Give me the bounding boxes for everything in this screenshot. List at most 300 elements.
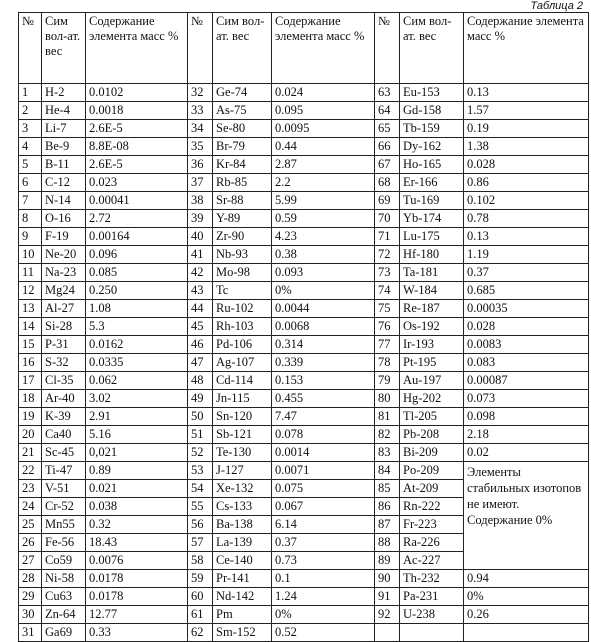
element-symbol-cell: Li-7 [42, 120, 86, 138]
element-content-cell: 0.13 [464, 228, 589, 246]
header-content: Содержание элемента масс % [464, 13, 589, 84]
element-symbol-cell: As-75 [213, 102, 272, 120]
element-content-cell: 0.028 [464, 318, 589, 336]
table-row [19, 264, 589, 282]
element-number-cell: 86 [375, 498, 400, 516]
element-number-cell: 70 [375, 210, 400, 228]
element-symbol-cell: Cl-35 [42, 372, 86, 390]
element-symbol-cell: Be-9 [42, 138, 86, 156]
element-symbol-cell: Au-197 [400, 372, 464, 390]
table-row [19, 624, 589, 642]
header-number: № [19, 13, 42, 84]
element-number-cell: 17 [19, 372, 42, 390]
element-content-cell: 1.19 [464, 246, 589, 264]
element-symbol-cell: Te-130 [213, 444, 272, 462]
element-symbol-cell: Jn-115 [213, 390, 272, 408]
element-content-cell: 0% [272, 282, 375, 300]
element-content-cell: 0.075 [272, 480, 375, 498]
element-number-cell: 75 [375, 300, 400, 318]
element-symbol-cell: Sb-121 [213, 426, 272, 444]
element-symbol-cell: Sm-152 [213, 624, 272, 642]
element-number-cell: 69 [375, 192, 400, 210]
header-symbol: Сим вол-ат. вес [213, 13, 272, 84]
element-content-cell: 0.314 [272, 336, 375, 354]
element-number-cell: 8 [19, 210, 42, 228]
element-number-cell: 83 [375, 444, 400, 462]
element-content-cell: 0.00087 [464, 372, 589, 390]
element-content-cell: 1.57 [464, 102, 589, 120]
element-content-cell: 0.685 [464, 282, 589, 300]
element-number-cell: 50 [188, 408, 213, 426]
element-symbol-cell: Se-80 [213, 120, 272, 138]
element-content-cell: 5.3 [86, 318, 188, 336]
element-symbol-cell: Ta-181 [400, 264, 464, 282]
element-content-cell: 0.0044 [272, 300, 375, 318]
element-symbol-cell: Fe-56 [42, 534, 86, 552]
element-content-cell: 0.339 [272, 354, 375, 372]
element-content-cell: 0.0162 [86, 336, 188, 354]
element-number-cell: 43 [188, 282, 213, 300]
element-number-cell: 79 [375, 372, 400, 390]
element-symbol-cell: Yb-174 [400, 210, 464, 228]
element-content-cell: 0.44 [272, 138, 375, 156]
element-content-cell: 0.062 [86, 372, 188, 390]
element-symbol-cell: Gd-158 [400, 102, 464, 120]
table-row [19, 174, 589, 192]
element-number-cell: 14 [19, 318, 42, 336]
element-number-cell: 44 [188, 300, 213, 318]
element-content-cell: 0.0095 [272, 120, 375, 138]
element-symbol-cell: Cs-133 [213, 498, 272, 516]
element-symbol-cell: Rb-85 [213, 174, 272, 192]
element-number-cell: 22 [19, 462, 42, 480]
element-content-cell: 0.038 [86, 498, 188, 516]
element-content-cell: 3.02 [86, 390, 188, 408]
element-number-cell: 53 [188, 462, 213, 480]
element-symbol-cell: Kr-84 [213, 156, 272, 174]
element-symbol-cell: Zn-64 [42, 606, 86, 624]
element-number-cell: 41 [188, 246, 213, 264]
element-symbol-cell: Tb-159 [400, 120, 464, 138]
element-number-cell: 80 [375, 390, 400, 408]
element-number-cell: 52 [188, 444, 213, 462]
element-symbol-cell: Hg-202 [400, 390, 464, 408]
element-number-cell: 19 [19, 408, 42, 426]
element-content-cell: 0.098 [464, 408, 589, 426]
element-content-cell: 0.86 [464, 174, 589, 192]
table-row [19, 336, 589, 354]
element-number-cell: 81 [375, 408, 400, 426]
element-content-cell: 18.43 [86, 534, 188, 552]
element-content-cell: 0.13 [464, 84, 589, 102]
element-number-cell: 82 [375, 426, 400, 444]
table-row [19, 246, 589, 264]
element-content-cell: 0.89 [86, 462, 188, 480]
element-content-table [18, 12, 589, 642]
element-content-cell: 1.24 [272, 588, 375, 606]
element-number-cell: 92 [375, 606, 400, 624]
header-number: № [188, 13, 213, 84]
element-number-cell: 30 [19, 606, 42, 624]
element-content-cell: 0.093 [272, 264, 375, 282]
element-symbol-cell: Si-28 [42, 318, 86, 336]
element-number-cell: 24 [19, 498, 42, 516]
element-content-cell: 1.38 [464, 138, 589, 156]
table-row [19, 588, 589, 606]
element-number-cell: 40 [188, 228, 213, 246]
element-number-cell: 91 [375, 588, 400, 606]
element-number-cell: 2 [19, 102, 42, 120]
table-row [19, 372, 589, 390]
element-content-cell: 0.0102 [86, 84, 188, 102]
element-number-cell: 74 [375, 282, 400, 300]
element-symbol-cell: O-16 [42, 210, 86, 228]
element-symbol-cell: Po-209 [400, 462, 464, 480]
element-symbol-cell: Cr-52 [42, 498, 86, 516]
element-content-cell: 0.0335 [86, 354, 188, 372]
table-row [19, 300, 589, 318]
element-content-cell: 5.16 [86, 426, 188, 444]
element-content-cell: 6.14 [272, 516, 375, 534]
element-content-cell: 0% [272, 606, 375, 624]
element-number-cell: 62 [188, 624, 213, 642]
element-symbol-cell: Tl-205 [400, 408, 464, 426]
element-symbol-cell: Nb-93 [213, 246, 272, 264]
element-symbol-cell: Tu-169 [400, 192, 464, 210]
table-row [19, 444, 589, 462]
element-number-cell: 38 [188, 192, 213, 210]
element-number-cell: 16 [19, 354, 42, 372]
element-number-cell: 47 [188, 354, 213, 372]
element-number-cell: 72 [375, 246, 400, 264]
element-symbol-cell: Fr-223 [400, 516, 464, 534]
element-number-cell: 27 [19, 552, 42, 570]
element-number-cell: 87 [375, 516, 400, 534]
no-stable-isotopes-note: Элементы стабильных изотопов не имеют. Содержание 0% [464, 462, 589, 570]
element-number-cell: 48 [188, 372, 213, 390]
element-number-cell: 32 [188, 84, 213, 102]
element-symbol-cell: N-14 [42, 192, 86, 210]
element-symbol-cell: Sc-45 [42, 444, 86, 462]
element-content-cell: 5.99 [272, 192, 375, 210]
table-row [19, 192, 589, 210]
table-row [19, 354, 589, 372]
element-content-cell: 0,021 [86, 444, 188, 462]
element-content-cell: 0.085 [86, 264, 188, 282]
element-number-cell [375, 624, 400, 642]
element-content-cell: 0.024 [272, 84, 375, 102]
element-number-cell: 11 [19, 264, 42, 282]
element-number-cell: 85 [375, 480, 400, 498]
element-content-cell: 0.37 [464, 264, 589, 282]
element-content-cell: 2.72 [86, 210, 188, 228]
table-row [19, 462, 589, 480]
element-number-cell: 7 [19, 192, 42, 210]
element-symbol-cell: La-139 [213, 534, 272, 552]
element-symbol-cell: B-11 [42, 156, 86, 174]
element-number-cell: 20 [19, 426, 42, 444]
element-symbol-cell: Er-166 [400, 174, 464, 192]
element-number-cell: 18 [19, 390, 42, 408]
element-content-cell: 0.0076 [86, 552, 188, 570]
header-content: Содержание элемента масс % [272, 13, 375, 84]
element-number-cell: 54 [188, 480, 213, 498]
element-symbol-cell: Pt-195 [400, 354, 464, 372]
element-content-cell: 0.37 [272, 534, 375, 552]
element-content-cell: 0.067 [272, 498, 375, 516]
element-symbol-cell: S-32 [42, 354, 86, 372]
element-number-cell: 6 [19, 174, 42, 192]
element-content-cell: 0.02 [464, 444, 589, 462]
element-symbol-cell: At-209 [400, 480, 464, 498]
element-number-cell: 37 [188, 174, 213, 192]
element-number-cell: 60 [188, 588, 213, 606]
element-number-cell: 45 [188, 318, 213, 336]
element-number-cell: 55 [188, 498, 213, 516]
element-symbol-cell: Pm [213, 606, 272, 624]
element-content-cell: 0.52 [272, 624, 375, 642]
element-number-cell: 36 [188, 156, 213, 174]
element-symbol-cell: Th-232 [400, 570, 464, 588]
element-number-cell: 49 [188, 390, 213, 408]
element-symbol-cell: V-51 [42, 480, 86, 498]
element-symbol-cell: Cd-114 [213, 372, 272, 390]
element-symbol-cell: Ni-58 [42, 570, 86, 588]
element-number-cell: 15 [19, 336, 42, 354]
element-number-cell: 68 [375, 174, 400, 192]
element-symbol-cell: Ir-193 [400, 336, 464, 354]
element-content-cell: 0.028 [464, 156, 589, 174]
element-content-cell: 2.91 [86, 408, 188, 426]
element-number-cell: 12 [19, 282, 42, 300]
element-number-cell: 39 [188, 210, 213, 228]
element-symbol-cell: Tc [213, 282, 272, 300]
element-symbol-cell: Ti-47 [42, 462, 86, 480]
element-number-cell: 67 [375, 156, 400, 174]
element-number-cell: 56 [188, 516, 213, 534]
element-number-cell: 89 [375, 552, 400, 570]
table-row [19, 390, 589, 408]
element-symbol-cell: Ce-140 [213, 552, 272, 570]
element-content-cell: 2.6E-5 [86, 120, 188, 138]
element-content-cell: 2.87 [272, 156, 375, 174]
element-content-cell: 0.73 [272, 552, 375, 570]
element-number-cell: 29 [19, 588, 42, 606]
table-row [19, 408, 589, 426]
element-content-cell: 0.0018 [86, 102, 188, 120]
element-number-cell: 57 [188, 534, 213, 552]
element-content-cell: 0.023 [86, 174, 188, 192]
table-row [19, 138, 589, 156]
element-content-cell: 0.33 [86, 624, 188, 642]
element-content-cell: 12.77 [86, 606, 188, 624]
element-content-cell: 0% [464, 588, 589, 606]
element-symbol-cell [400, 624, 464, 642]
element-number-cell: 23 [19, 480, 42, 498]
element-symbol-cell: Cu63 [42, 588, 86, 606]
element-number-cell: 33 [188, 102, 213, 120]
element-symbol-cell: He-4 [42, 102, 86, 120]
element-symbol-cell: Ru-102 [213, 300, 272, 318]
element-symbol-cell: Pb-208 [400, 426, 464, 444]
element-symbol-cell: Nd-142 [213, 588, 272, 606]
element-content-cell: 0.0068 [272, 318, 375, 336]
table-row [19, 120, 589, 138]
element-number-cell: 35 [188, 138, 213, 156]
element-number-cell: 65 [375, 120, 400, 138]
element-number-cell: 21 [19, 444, 42, 462]
header-number: № [375, 13, 400, 84]
element-content-cell: 0.32 [86, 516, 188, 534]
element-symbol-cell: Eu-153 [400, 84, 464, 102]
element-symbol-cell: Ge-74 [213, 84, 272, 102]
element-symbol-cell: F-19 [42, 228, 86, 246]
element-number-cell: 31 [19, 624, 42, 642]
element-number-cell: 66 [375, 138, 400, 156]
element-symbol-cell: Pr-141 [213, 570, 272, 588]
header-symbol: Сим вол-ат. вес [400, 13, 464, 84]
element-symbol-cell: Bi-209 [400, 444, 464, 462]
table-row [19, 318, 589, 336]
element-number-cell: 26 [19, 534, 42, 552]
element-symbol-cell: C-12 [42, 174, 86, 192]
element-content-cell [464, 624, 589, 642]
element-number-cell: 63 [375, 84, 400, 102]
element-number-cell: 73 [375, 264, 400, 282]
element-symbol-cell: Y-89 [213, 210, 272, 228]
element-symbol-cell: Ba-138 [213, 516, 272, 534]
element-number-cell: 61 [188, 606, 213, 624]
element-symbol-cell: Zr-90 [213, 228, 272, 246]
element-symbol-cell: Rh-103 [213, 318, 272, 336]
element-number-cell: 78 [375, 354, 400, 372]
table-row [19, 570, 589, 588]
element-number-cell: 51 [188, 426, 213, 444]
element-symbol-cell: Os-192 [400, 318, 464, 336]
element-content-cell: 0.00164 [86, 228, 188, 246]
element-number-cell: 71 [375, 228, 400, 246]
element-symbol-cell: Br-79 [213, 138, 272, 156]
element-content-cell: 2.18 [464, 426, 589, 444]
element-symbol-cell: Al-27 [42, 300, 86, 318]
element-content-cell: 0.1 [272, 570, 375, 588]
table-row [19, 84, 589, 102]
element-content-cell: 0.095 [272, 102, 375, 120]
table-row [19, 102, 589, 120]
element-content-cell: 0.153 [272, 372, 375, 390]
element-content-cell: 0.021 [86, 480, 188, 498]
element-content-cell: 2.6E-5 [86, 156, 188, 174]
element-content-cell: 0.78 [464, 210, 589, 228]
element-content-cell: 0.00041 [86, 192, 188, 210]
element-content-cell: 0.19 [464, 120, 589, 138]
element-number-cell: 46 [188, 336, 213, 354]
element-content-cell: 0.083 [464, 354, 589, 372]
element-symbol-cell: Na-23 [42, 264, 86, 282]
element-content-cell: 0.0083 [464, 336, 589, 354]
element-symbol-cell: H-2 [42, 84, 86, 102]
element-number-cell: 9 [19, 228, 42, 246]
element-number-cell: 28 [19, 570, 42, 588]
element-number-cell: 64 [375, 102, 400, 120]
element-content-cell: 0.94 [464, 570, 589, 588]
element-symbol-cell: Dy-162 [400, 138, 464, 156]
element-content-cell: 4.23 [272, 228, 375, 246]
table-caption: Таблица 2 [530, 0, 583, 12]
element-number-cell: 4 [19, 138, 42, 156]
element-symbol-cell: Re-187 [400, 300, 464, 318]
element-content-cell: 0.250 [86, 282, 188, 300]
element-content-cell: 2.2 [272, 174, 375, 192]
element-content-cell: 0.102 [464, 192, 589, 210]
element-number-cell: 58 [188, 552, 213, 570]
element-symbol-cell: K-39 [42, 408, 86, 426]
element-symbol-cell: Ag-107 [213, 354, 272, 372]
element-number-cell: 59 [188, 570, 213, 588]
element-symbol-cell: W-184 [400, 282, 464, 300]
table-row [19, 228, 589, 246]
element-content-cell: 0.0014 [272, 444, 375, 462]
element-symbol-cell: Mn55 [42, 516, 86, 534]
element-symbol-cell: Mg24 [42, 282, 86, 300]
element-content-cell: 0.073 [464, 390, 589, 408]
element-content-cell: 0.0178 [86, 570, 188, 588]
element-number-cell: 10 [19, 246, 42, 264]
element-content-cell: 0.078 [272, 426, 375, 444]
element-content-cell: 0.00035 [464, 300, 589, 318]
element-content-cell: 7.47 [272, 408, 375, 426]
element-symbol-cell: Co59 [42, 552, 86, 570]
element-symbol-cell: P-31 [42, 336, 86, 354]
element-symbol-cell: Sr-88 [213, 192, 272, 210]
element-number-cell: 13 [19, 300, 42, 318]
element-symbol-cell: Ne-20 [42, 246, 86, 264]
table-row [19, 210, 589, 228]
element-symbol-cell: Mo-98 [213, 264, 272, 282]
element-content-cell: 0.59 [272, 210, 375, 228]
element-content-cell: 0.26 [464, 606, 589, 624]
element-symbol-cell: Ar-40 [42, 390, 86, 408]
table-row [19, 282, 589, 300]
element-symbol-cell: Lu-175 [400, 228, 464, 246]
element-number-cell: 88 [375, 534, 400, 552]
element-content-cell: 0.0071 [272, 462, 375, 480]
element-number-cell: 76 [375, 318, 400, 336]
element-symbol-cell: Ac-227 [400, 552, 464, 570]
element-symbol-cell: Pd-106 [213, 336, 272, 354]
element-symbol-cell: Hf-180 [400, 246, 464, 264]
element-number-cell: 25 [19, 516, 42, 534]
table-row [19, 606, 589, 624]
element-symbol-cell: Ra-226 [400, 534, 464, 552]
element-content-cell: 0.38 [272, 246, 375, 264]
element-number-cell: 42 [188, 264, 213, 282]
element-symbol-cell: J-127 [213, 462, 272, 480]
element-symbol-cell: U-238 [400, 606, 464, 624]
element-content-cell: 0.096 [86, 246, 188, 264]
element-symbol-cell: Sn-120 [213, 408, 272, 426]
element-symbol-cell: Rn-222 [400, 498, 464, 516]
header-symbol: Сим вол-ат. вес [42, 13, 86, 84]
element-symbol-cell: Pa-231 [400, 588, 464, 606]
element-content-cell: 1.08 [86, 300, 188, 318]
element-number-cell: 34 [188, 120, 213, 138]
element-number-cell: 84 [375, 462, 400, 480]
element-number-cell: 5 [19, 156, 42, 174]
element-number-cell: 3 [19, 120, 42, 138]
element-content-cell: 0.455 [272, 390, 375, 408]
element-number-cell: 77 [375, 336, 400, 354]
